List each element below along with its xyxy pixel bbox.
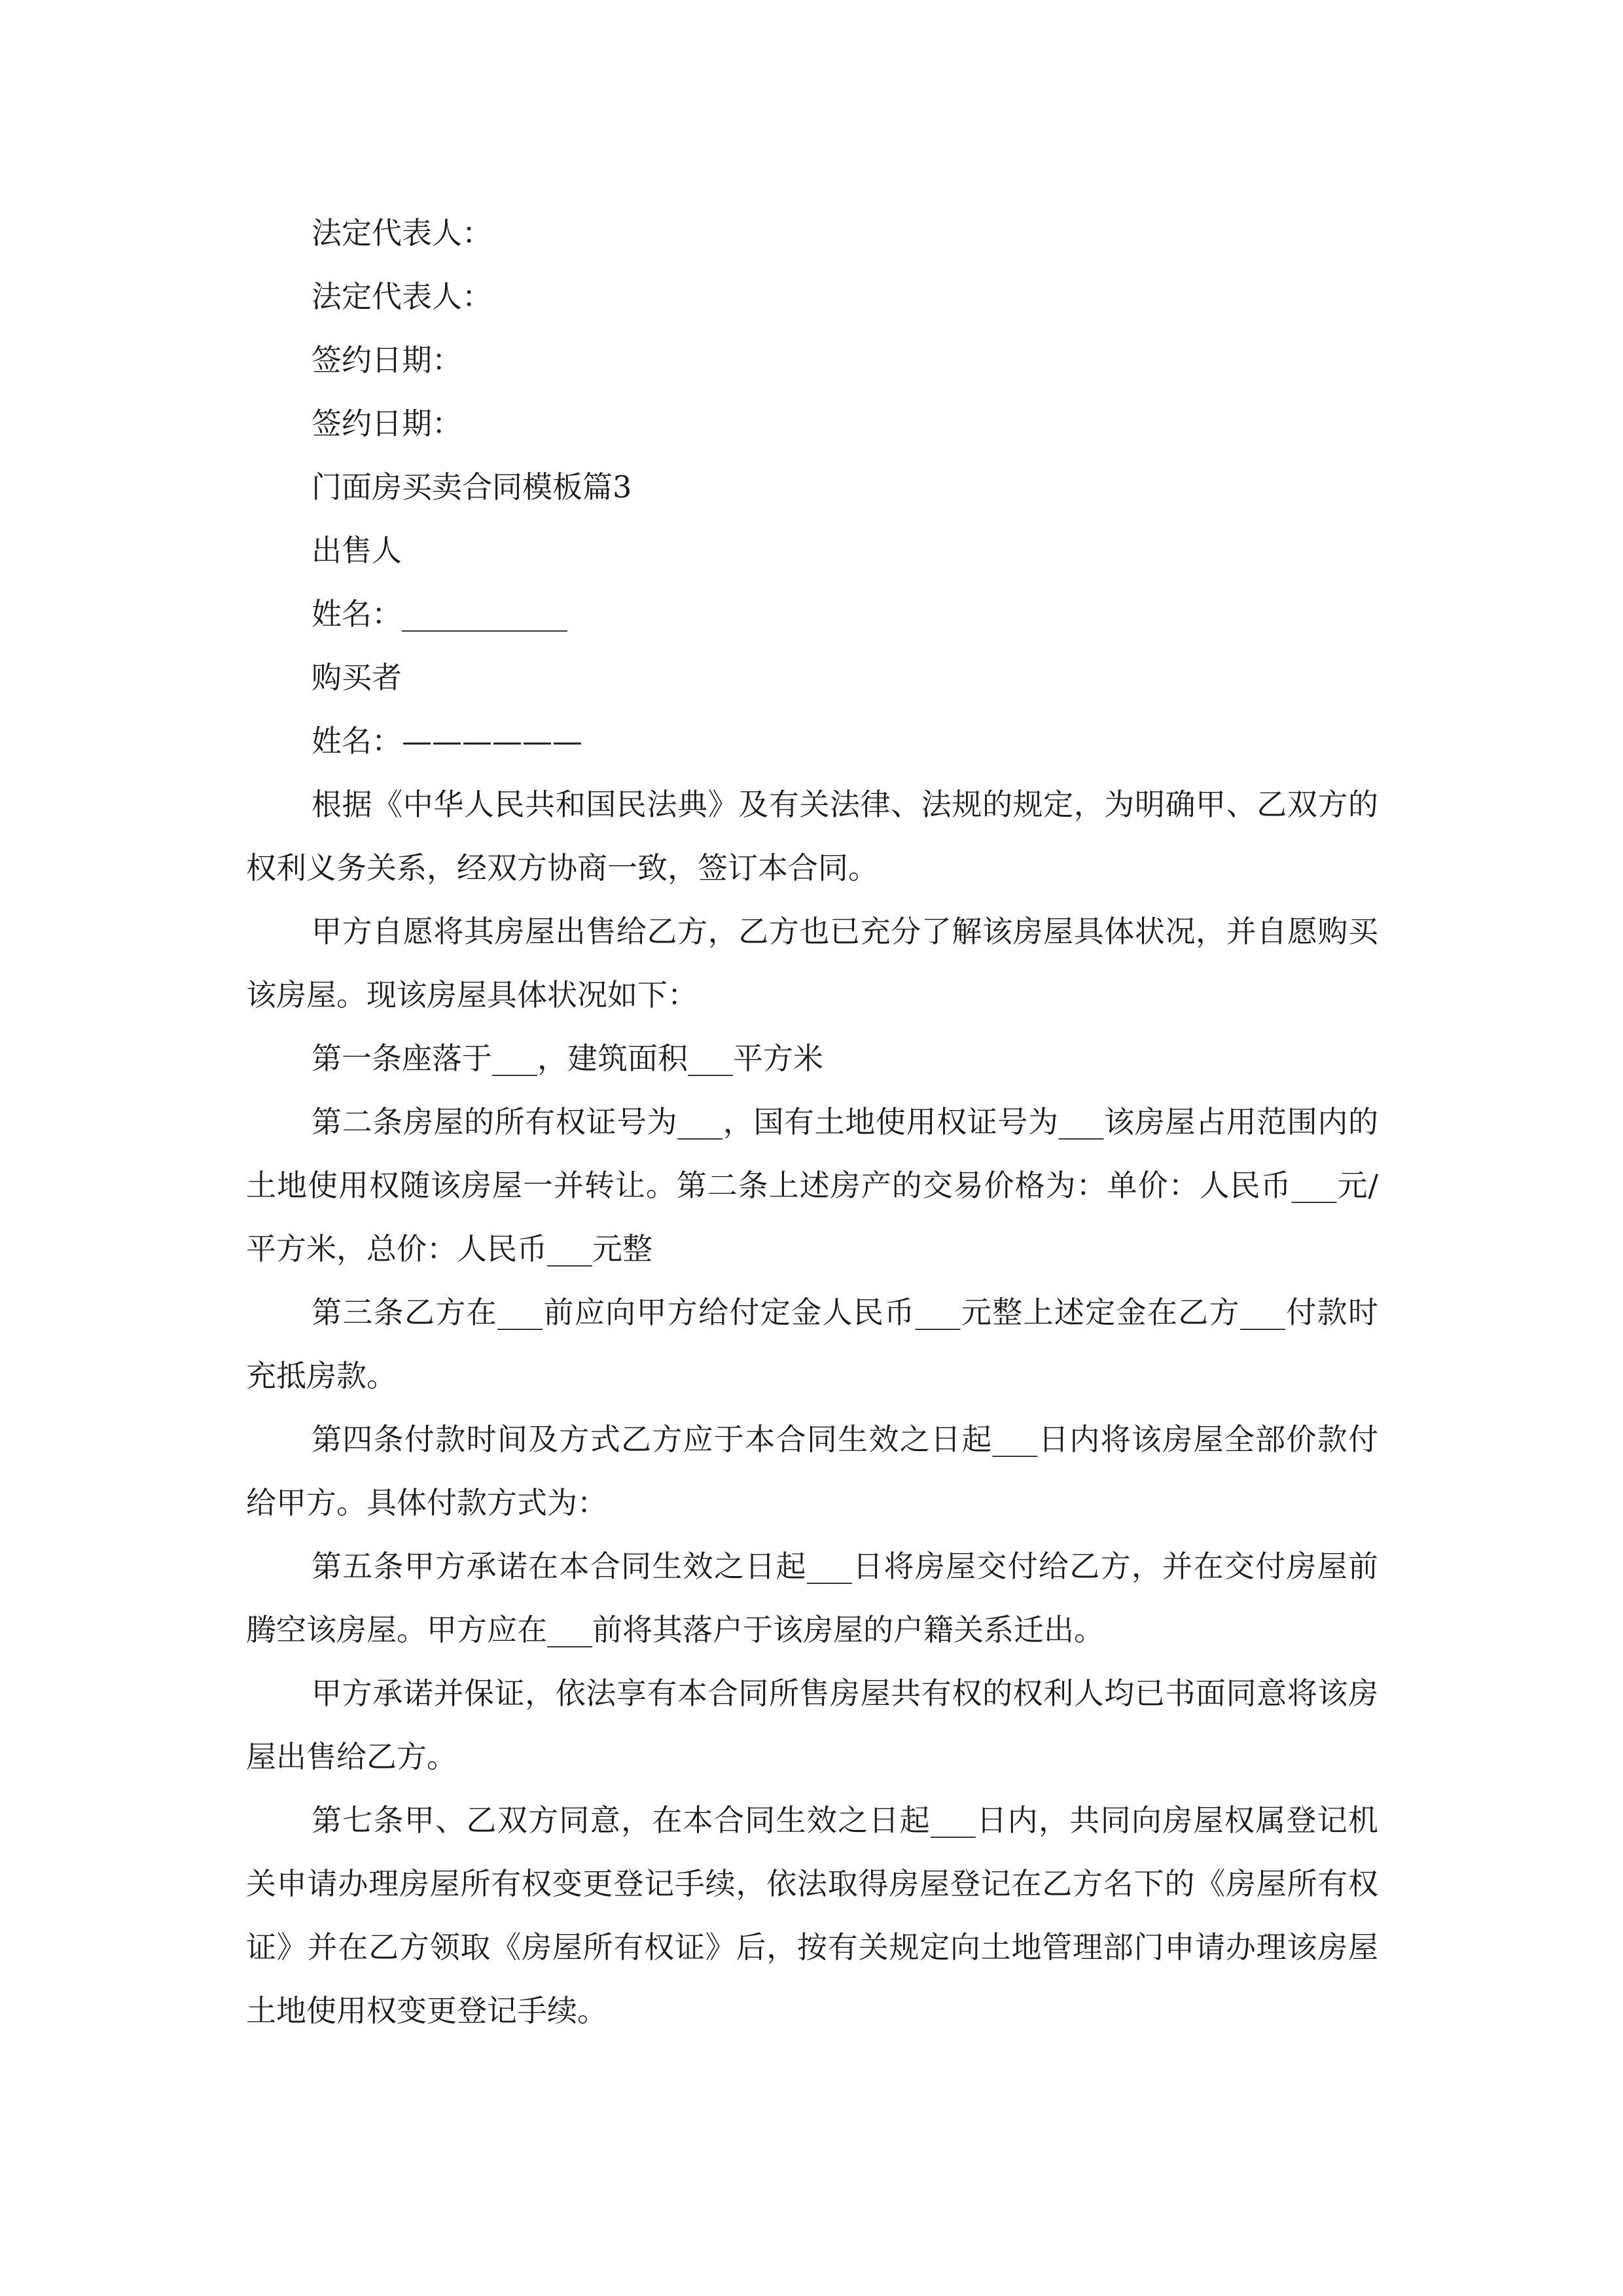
paragraph-article-3: 第三条乙方在___前应向甲方给付定金人民币___元整上述定金在乙方___付款时充抵房款。 [246, 1295, 1378, 1393]
paragraph-article-2: 第二条房屋的所有权证号为___，国有土地使用权证号为___该房屋占用范围内的土地使用权随该房屋一并转让。第二条上述房产的交易价格为：单价：人民币___元/平方米，总价：人民币___元整 [246, 1104, 1378, 1266]
seller-label: 出售人 [312, 533, 402, 568]
section-title: 门面房买卖合同模板篇3 [312, 469, 632, 505]
legal-rep-line-2: 法定代表人： [312, 279, 492, 314]
paragraph-guarantee: 甲方承诺并保证，依法享有本合同所售房屋共有权的权利人均已书面同意将该房屋出售给乙方。 [246, 1676, 1378, 1774]
paragraph-article-5: 第五条甲方承诺在本合同生效之日起___日将房屋交付给乙方，并在交付房屋前腾空该房屋。甲方应在___前将其落户于该房屋的户籍关系迁出。 [246, 1549, 1378, 1647]
paragraph-intent: 甲方自愿将其房屋出售给乙方，乙方也已充分了解该房屋具体状况，并自愿购买该房屋。现该房屋具体状况如下： [246, 914, 1378, 1013]
sign-date-line-1: 签约日期： [312, 342, 462, 378]
buyer-name-line: 姓名：—————— [312, 723, 582, 759]
sign-date-line-2: 签约日期： [312, 406, 462, 441]
paragraph-basis: 根据《中华人民共和国民法典》及有关法律、法规的规定，为明确甲、乙双方的权利义务关系，经双方协商一致，签订本合同。 [246, 787, 1378, 886]
seller-name-line: 姓名：___________ [312, 596, 567, 632]
paragraph-article-4: 第四条付款时间及方式乙方应于本合同生效之日起___日内将该房屋全部价款付给甲方。具体付款方式为： [246, 1422, 1378, 1520]
paragraph-article-7: 第七条甲、乙双方同意，在本合同生效之日起___日内，共同向房屋权属登记机关申请办理房屋所有权变更登记手续，依法取得房屋登记在乙方名下的《房屋所有权证》并在乙方领取《房屋所有权证》后，按有关规定向土地管理部门申请办理该房屋土地使用权变更登记手续。 [246, 1803, 1378, 2028]
buyer-label: 购买者 [312, 660, 402, 695]
document-body [246, 202, 1378, 2043]
legal-rep-line-1: 法定代表人： [312, 215, 492, 251]
paragraph-article-1: 第一条座落于___，建筑面积___平方米 [312, 1041, 823, 1076]
